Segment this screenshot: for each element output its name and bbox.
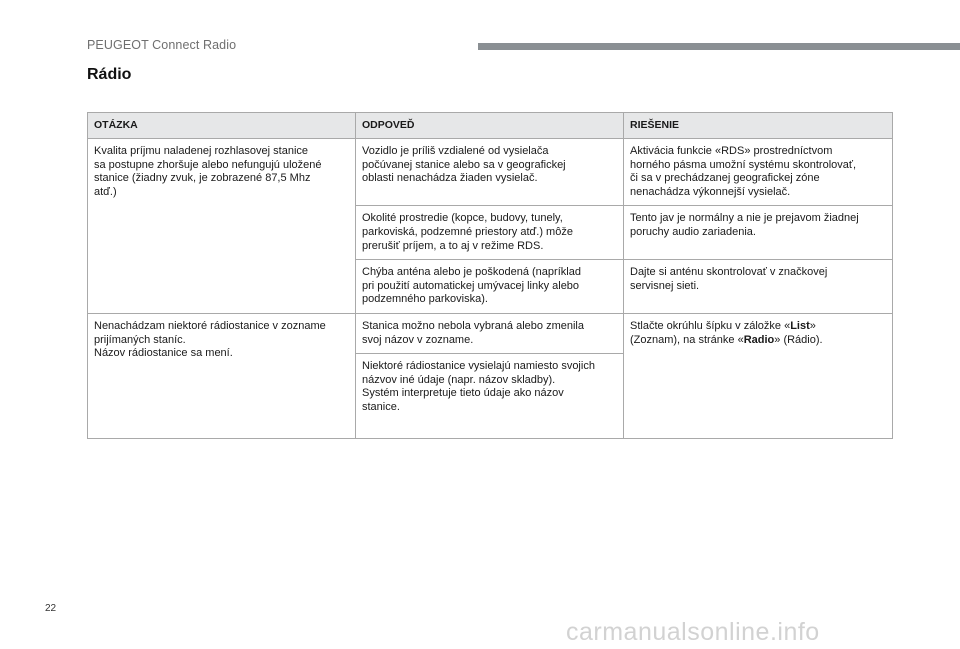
manual-header-title: PEUGEOT Connect Radio [87,38,237,52]
question-cell: Kvalita príjmu naladenej rozhlasovej stanice sa postupne zhoršuje alebo nefungujú uložené stanice (žiadny zvuk, je zobrazené 87,5 Mhz atď.) [88,139,356,314]
answer-cell: Vozidlo je príliš vzdialené od vysielača počúvanej stanice alebo sa v geografickej oblasti nenachádza žiaden vysielač. [356,139,624,206]
page-number: 22 [45,603,57,614]
section-title: Rádio [87,66,132,83]
table-row [88,313,893,353]
answer-cell: Chýba anténa alebo je poškodená (napríklad pri použití automatickej umývacej linky alebo podzemného parkoviska). [356,260,624,314]
answer-cell: Okolité prostredie (kopce, budovy, tunely, parkoviská, podzemné priestory atď.) môže prerušiť príjem, a to aj v režime RDS. [356,206,624,260]
answer-cell: Stanica možno nebola vybraná alebo zmenila svoj názov v zozname. [356,313,624,353]
table-row [88,139,893,206]
column-header-solution: RIEŠENIE [624,113,893,139]
column-header-answer: ODPOVEĎ [356,113,624,139]
header-bar [478,43,960,50]
troubleshooting-table [87,112,893,439]
answer-cell: Niektoré rádiostanice vysielajú namiesto svojich názvov iné údaje (napr. názov skladby). Systém interpretuje tieto údaje ako názov stanice. [356,354,624,439]
solution-cell: Dajte si anténu skontrolovať v značkovej servisnej sieti. [624,260,893,314]
column-header-question: OTÁZKA [88,113,356,139]
solution-cell: Stlačte okrúhlu šípku v záložke «List» (Zoznam), na stránke «Radio» (Rádio). [624,313,893,438]
watermark: carmanualsonline.info [566,618,820,646]
solution-cell: Tento jav je normálny a nie je prejavom žiadnej poruchy audio zariadenia. [624,206,893,260]
radio-keyword: Radio [743,333,775,346]
table-header-row [88,113,893,139]
list-keyword: List [790,319,810,332]
question-cell: Nenachádzam niektoré rádiostanice v zozname prijímaných staníc. Názov rádiostanice sa mení. [88,313,356,438]
solution-cell: Aktivácia funkcie «RDS» prostredníctvom horného pásma umožní systému skontrolovať, či sa v prechádzanej geografickej zóne nenachádza výkonnejší vysielač. [624,139,893,206]
